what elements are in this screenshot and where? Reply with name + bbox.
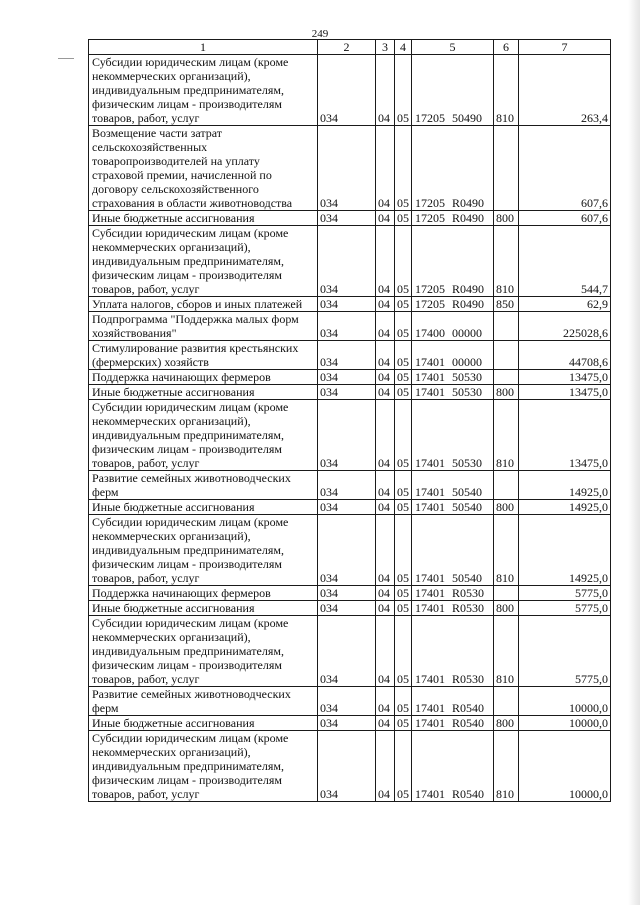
row-section-code: 04 (376, 586, 395, 601)
scan-mark (58, 58, 74, 59)
row-section-code: 04 (376, 226, 395, 297)
column-header-subsection: 4 (395, 40, 412, 55)
row-subsection-code: 05 (395, 601, 412, 616)
budget-table (88, 39, 611, 802)
row-amount: 5775,0 (519, 586, 611, 601)
row-section-code: 04 (376, 601, 395, 616)
row-ministry-code: 034 (318, 211, 376, 226)
row-name: Иные бюджетные ассигнования (89, 601, 318, 616)
row-name: Иные бюджетные ассигнования (89, 716, 318, 731)
row-expense-type: 810 (494, 731, 519, 802)
row-target-code: 17401 R0530 (412, 586, 494, 601)
row-target-code: 17205 R0490 (412, 126, 494, 211)
row-ministry-code: 034 (318, 586, 376, 601)
table-row (89, 471, 611, 500)
row-target-code: 17401 R0530 (412, 601, 494, 616)
row-amount: 14925,0 (519, 515, 611, 586)
row-subsection-code: 05 (395, 226, 412, 297)
row-expense-type: 850 (494, 297, 519, 312)
row-section-code: 04 (376, 211, 395, 226)
row-amount: 225028,6 (519, 312, 611, 341)
column-header-ministry: 2 (318, 40, 376, 55)
row-target-code: 17205 50490 (412, 55, 494, 126)
row-target-code: 17401 50530 (412, 370, 494, 385)
row-expense-type (494, 687, 519, 716)
table-row (89, 385, 611, 400)
row-ministry-code: 034 (318, 471, 376, 500)
row-expense-type (494, 312, 519, 341)
row-section-code: 04 (376, 297, 395, 312)
row-subsection-code: 05 (395, 586, 412, 601)
row-amount: 62,9 (519, 297, 611, 312)
row-target-code: 17400 00000 (412, 312, 494, 341)
table-row (89, 515, 611, 586)
table-row (89, 226, 611, 297)
row-name: Иные бюджетные ассигнования (89, 385, 318, 400)
row-amount: 14925,0 (519, 500, 611, 515)
row-name: Субсидии юридическим лицам (кроме некоммерческих организаций), индивидуальным предпринимателям, физическим лицам - производителям товаров, работ, услуг (89, 616, 318, 687)
row-subsection-code: 05 (395, 500, 412, 515)
row-expense-type (494, 126, 519, 211)
row-expense-type: 810 (494, 400, 519, 471)
row-section-code: 04 (376, 616, 395, 687)
row-section-code: 04 (376, 341, 395, 370)
row-amount: 44708,6 (519, 341, 611, 370)
row-amount: 13475,0 (519, 400, 611, 471)
row-amount: 10000,0 (519, 716, 611, 731)
row-subsection-code: 05 (395, 55, 412, 126)
row-target-code: 17401 R0540 (412, 716, 494, 731)
row-subsection-code: 05 (395, 385, 412, 400)
row-expense-type: 810 (494, 226, 519, 297)
row-name: Субсидии юридическим лицам (кроме некоммерческих организаций), индивидуальным предпринимателям, физическим лицам - производителям товаров, работ, услуг (89, 55, 318, 126)
row-ministry-code: 034 (318, 716, 376, 731)
row-expense-type (494, 370, 519, 385)
table-row (89, 312, 611, 341)
row-subsection-code: 05 (395, 126, 412, 211)
row-ministry-code: 034 (318, 297, 376, 312)
row-name: Поддержка начинающих фермеров (89, 586, 318, 601)
row-name: Подпрограмма "Поддержка малых форм хозяйствования" (89, 312, 318, 341)
row-subsection-code: 05 (395, 211, 412, 226)
row-target-code: 17401 50540 (412, 500, 494, 515)
row-ministry-code: 034 (318, 500, 376, 515)
row-amount: 5775,0 (519, 601, 611, 616)
row-section-code: 04 (376, 716, 395, 731)
table-row (89, 126, 611, 211)
row-expense-type: 800 (494, 716, 519, 731)
table-row (89, 211, 611, 226)
column-header-name: 1 (89, 40, 318, 55)
row-ministry-code: 034 (318, 385, 376, 400)
column-header-section: 3 (376, 40, 395, 55)
row-amount: 10000,0 (519, 687, 611, 716)
row-subsection-code: 05 (395, 370, 412, 385)
table-row (89, 341, 611, 370)
row-section-code: 04 (376, 385, 395, 400)
row-name: Иные бюджетные ассигнования (89, 211, 318, 226)
row-name: Субсидии юридическим лицам (кроме некоммерческих организаций), индивидуальным предпринимателям, физическим лицам - производителям товаров, работ, услуг (89, 400, 318, 471)
row-ministry-code: 034 (318, 601, 376, 616)
row-subsection-code: 05 (395, 515, 412, 586)
row-target-code: 17401 R0540 (412, 731, 494, 802)
row-amount: 10000,0 (519, 731, 611, 802)
row-expense-type: 810 (494, 616, 519, 687)
table-body (89, 55, 611, 802)
row-ministry-code: 034 (318, 687, 376, 716)
row-section-code: 04 (376, 687, 395, 716)
row-name: Иные бюджетные ассигнования (89, 500, 318, 515)
row-amount: 13475,0 (519, 385, 611, 400)
row-subsection-code: 05 (395, 616, 412, 687)
row-section-code: 04 (376, 400, 395, 471)
column-header-expense-type: 6 (494, 40, 519, 55)
row-name: Субсидии юридическим лицам (кроме некоммерческих организаций), индивидуальным предпринимателям, физическим лицам - производителям товаров, работ, услуг (89, 731, 318, 802)
row-target-code: 17205 R0490 (412, 226, 494, 297)
row-target-code: 17401 R0540 (412, 687, 494, 716)
row-target-code: 17401 R0530 (412, 616, 494, 687)
table-row (89, 400, 611, 471)
row-amount: 607,6 (519, 211, 611, 226)
row-subsection-code: 05 (395, 297, 412, 312)
table-row (89, 500, 611, 515)
row-expense-type (494, 471, 519, 500)
table-row (89, 297, 611, 312)
table-row (89, 716, 611, 731)
row-name: Стимулирование развития крестьянских (фермерских) хозяйств (89, 341, 318, 370)
row-section-code: 04 (376, 312, 395, 341)
row-section-code: 04 (376, 515, 395, 586)
row-amount: 544,7 (519, 226, 611, 297)
row-ministry-code: 034 (318, 515, 376, 586)
row-ministry-code: 034 (318, 341, 376, 370)
row-expense-type: 800 (494, 601, 519, 616)
row-expense-type: 810 (494, 55, 519, 126)
table-row (89, 601, 611, 616)
row-subsection-code: 05 (395, 341, 412, 370)
row-ministry-code: 034 (318, 400, 376, 471)
row-target-code: 17205 R0490 (412, 297, 494, 312)
row-ministry-code: 034 (318, 731, 376, 802)
row-expense-type: 800 (494, 211, 519, 226)
table-row (89, 616, 611, 687)
row-target-code: 17401 50530 (412, 385, 494, 400)
row-target-code: 17401 50530 (412, 400, 494, 471)
row-ministry-code: 034 (318, 312, 376, 341)
row-name: Поддержка начинающих фермеров (89, 370, 318, 385)
table-row (89, 370, 611, 385)
row-section-code: 04 (376, 126, 395, 211)
row-section-code: 04 (376, 471, 395, 500)
row-subsection-code: 05 (395, 731, 412, 802)
table-row (89, 55, 611, 126)
row-expense-type: 800 (494, 500, 519, 515)
row-subsection-code: 05 (395, 312, 412, 341)
row-ministry-code: 034 (318, 616, 376, 687)
row-expense-type: 810 (494, 515, 519, 586)
row-expense-type: 800 (494, 385, 519, 400)
row-name: Субсидии юридическим лицам (кроме некоммерческих организаций), индивидуальным предпринимателям, физическим лицам - производителям товаров, работ, услуг (89, 515, 318, 586)
row-subsection-code: 05 (395, 471, 412, 500)
row-expense-type (494, 586, 519, 601)
row-section-code: 04 (376, 370, 395, 385)
table-row (89, 586, 611, 601)
page-number: 249 (311, 28, 329, 40)
row-target-code: 17401 50540 (412, 471, 494, 500)
row-name: Уплата налогов, сборов и иных платежей (89, 297, 318, 312)
row-ministry-code: 034 (318, 126, 376, 211)
row-amount: 13475,0 (519, 370, 611, 385)
row-expense-type (494, 341, 519, 370)
row-subsection-code: 05 (395, 400, 412, 471)
row-name: Возмещение части затрат сельскохозяйственных товаропроизводителей на уплату страховой премии, начисленной по договору сельскохозяйственного страхования в области животноводства (89, 126, 318, 211)
column-number-row (89, 40, 611, 55)
row-amount: 607,6 (519, 126, 611, 211)
row-target-code: 17205 R0490 (412, 211, 494, 226)
row-section-code: 04 (376, 500, 395, 515)
table-row (89, 687, 611, 716)
scan-edge-shadow (628, 0, 640, 905)
row-amount: 14925,0 (519, 471, 611, 500)
row-amount: 263,4 (519, 55, 611, 126)
row-name: Развитие семейных животноводческих ферм (89, 471, 318, 500)
row-section-code: 04 (376, 55, 395, 126)
row-section-code: 04 (376, 731, 395, 802)
row-subsection-code: 05 (395, 687, 412, 716)
column-header-amount: 7 (519, 40, 611, 55)
row-name: Субсидии юридическим лицам (кроме некоммерческих организаций), индивидуальным предпринимателям, физическим лицам - производителям товаров, работ, услуг (89, 226, 318, 297)
row-ministry-code: 034 (318, 370, 376, 385)
row-target-code: 17401 50540 (412, 515, 494, 586)
row-target-code: 17401 00000 (412, 341, 494, 370)
table-row (89, 731, 611, 802)
row-ministry-code: 034 (318, 226, 376, 297)
row-subsection-code: 05 (395, 716, 412, 731)
row-name: Развитие семейных животноводческих ферм (89, 687, 318, 716)
column-header-target: 5 (412, 40, 494, 55)
row-amount: 5775,0 (519, 616, 611, 687)
row-ministry-code: 034 (318, 55, 376, 126)
